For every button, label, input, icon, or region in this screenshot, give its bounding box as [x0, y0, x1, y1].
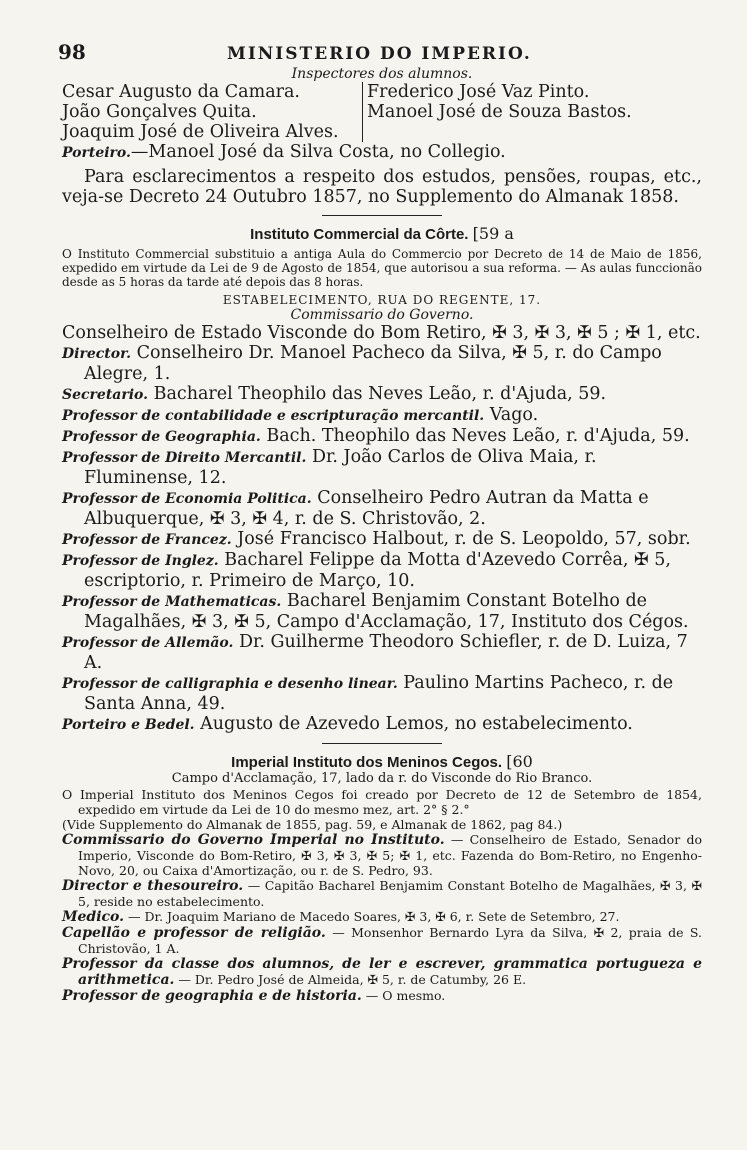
entry-text: Conselheiro Dr. Manoel Pacheco da Silva, ✠ 5, r. do Campo Alegre, 1. [84, 343, 662, 384]
directory-entry [62, 529, 702, 550]
entry-text: — Dr. Joaquim Mariano de Macedo Soares, ✠ 3, ✠ 6, r. Sete de Setembro, 27. [128, 909, 620, 924]
entry-text: — Dr. Pedro José de Almeida, ✠ 5, r. de Catumby, 26 E. [178, 972, 527, 987]
directory-entry [62, 632, 702, 673]
entry-role: Professor da classe dos alumnos, de ler e escrever, grammatica portugueza e arithmetica. [62, 956, 702, 988]
cegos-address: Campo d'Acclamação, 17, lado da r. do Visconde do Rio Branco. [171, 771, 593, 786]
directory-entry [62, 488, 702, 529]
entry-role: Professor de Allemão. [62, 635, 234, 651]
section-ref: [60 [506, 752, 533, 771]
directory-entry [62, 909, 702, 925]
porteiro-label: Porteiro. [62, 145, 131, 161]
entry-text: Bacharel Theophilo das Neves Leão, r. d'Ajuda, 59. [153, 384, 607, 404]
cegos-intro: O Imperial Instituto dos Meninos Cegos foi creado por Decreto de 12 de Setembro de 1854, expedido em virtude da Lei de 10 do mesmo mez, art. 2° § 2.° [62, 787, 702, 817]
entry-role: Professor de Inglez. [62, 553, 219, 569]
entry-role: Professor de Francez. [62, 532, 232, 548]
directory-entry [62, 550, 702, 591]
porteiro-text: —Manoel José da Silva Costa, no Collegio. [130, 142, 506, 162]
section-divider [322, 215, 442, 216]
directory-entry [62, 426, 702, 447]
entry-text: — O mesmo. [365, 988, 446, 1003]
section-title-text: Instituto Commercial da Côrte. [250, 226, 469, 243]
directory-entry [62, 384, 702, 405]
section-ref: [59 a [472, 224, 514, 243]
entry-role: Professor de Mathematicas. [62, 594, 282, 610]
section-title-commercial [62, 224, 702, 243]
inspector-name: Frederico José Vaz Pinto. [367, 82, 590, 102]
commercial-address: ESTABELECIMENTO, RUA DO REGENTE, 17. [222, 293, 542, 307]
entry-role: Professor de Economia Politica. [62, 491, 312, 507]
entry-role: Director e thesoureiro. [62, 878, 244, 894]
entry-role: Medico. [62, 909, 125, 925]
page [58, 40, 702, 1004]
directory-entry [62, 405, 702, 426]
entry-text: Bach. Theophilo das Neves Leão, r. d'Ajuda, 59. [266, 426, 690, 446]
directory-entry [62, 343, 702, 384]
entry-text: José Francisco Halbout, r. de S. Leopoldo, 57, sobr. [237, 529, 691, 549]
cegos-entries [62, 832, 702, 1004]
inspectors-heading: Inspectores dos alumnos. [291, 66, 473, 82]
section-title-text: Imperial Instituto dos Meninos Cegos. [231, 754, 503, 771]
directory-entry [62, 591, 702, 632]
entry-text: Augusto de Azevedo Lemos, no estabelecimento. [200, 714, 633, 734]
entry-role: Professor de calligraphia e desenho linear. [62, 676, 398, 692]
section-title-cegos [62, 752, 702, 771]
section-divider [322, 743, 442, 744]
directory-entry [62, 673, 702, 714]
inspector-name: João Gonçalves Quita. [62, 102, 257, 122]
entry-text: — Capitão Bacharel Benjamim Constant Botelho de Magalhães, ✠ 3, ✠ 5, reside no estabelecimento. [78, 878, 702, 909]
running-title: MINISTERIO DO IMPERIO. [227, 44, 532, 64]
entry-role: Professor de Direito Mercantil. [62, 450, 307, 466]
entry-text: Conselheiro Pedro Autran da Matta e Albuquerque, ✠ 3, ✠ 4, r. de S. Christovão, 2. [84, 488, 649, 529]
entry-role: Professor de geographia e de historia. [62, 988, 362, 1004]
entry-text: Paulino Martins Pacheco, r. de Santa Anna, 49. [84, 673, 674, 714]
commissario-heading: Commissario do Governo. [290, 307, 474, 323]
inspector-name: Joaquim José de Oliveira Alves. [62, 122, 339, 142]
entry-role: Porteiro e Bedel. [62, 717, 195, 733]
inspectors-list [62, 82, 702, 142]
entry-text: Dr. Guilherme Theodoro Schiefler, r. de D. Luiza, 7 A. [84, 632, 688, 673]
entry-role: Director. [62, 346, 132, 362]
entry-role: Commissario do Governo Imperial no Instituto. [62, 832, 445, 848]
entry-role: Professor de Geographia. [62, 429, 261, 445]
entry-text: — Conselheiro de Estado, Senador do Imperio, Visconde do Bom-Retiro, ✠ 3, ✠ 3, ✠ 5; ✠ 1, etc. Fazenda do Bom-Retiro, no Engenho-Novo, 20, ou Caixa d'Amortização, ou r. de S. Pedro, 93. [78, 832, 702, 878]
entry-text: Bacharel Benjamim Constant Botelho de Magalhães, ✠ 3, ✠ 5, Campo d'Acclamação, 17, Instituto dos Cégos. [84, 591, 689, 632]
inspector-name: Cesar Augusto da Camara. [62, 82, 300, 102]
entry-role: Secretario. [62, 387, 149, 403]
entry-text: Dr. João Carlos de Oliva Maia, r. Fluminense, 12. [84, 447, 597, 488]
commercial-intro: O Instituto Commercial substituio a antiga Aula do Commercio por Decreto de 14 de Maio de 1856, expedido em virtude da Lei de 9 de Agosto de 1854, que autorisou a sua reforma. — As aulas funccionão desde as 5 horas da tarde até depois das 8 horas. [62, 247, 702, 289]
entry-text: Vago. [489, 405, 539, 425]
page-number: 98 [58, 40, 86, 64]
directory-entry [62, 447, 702, 488]
directory-entry [62, 832, 702, 878]
directory-entry [62, 323, 702, 343]
inspector-name: Manoel José de Souza Bastos. [367, 102, 632, 122]
cegos-vide: (Vide Supplemento do Almanak de 1855, pag. 59, e Almanak de 1862, pag 84.) [62, 817, 563, 832]
inspectors-note: Para esclarecimentos a respeito dos estudos, pensões, roupas, etc., veja-se Decreto 24 Outubro 1857, no Supplemento do Almanak 1858. [62, 167, 702, 207]
directory-entry [62, 714, 702, 735]
directory-entry [62, 988, 702, 1004]
running-head [58, 40, 702, 66]
entry-role: Capellão e professor de religião. [62, 925, 326, 941]
entry-text: Conselheiro de Estado Visconde do Bom Retiro, ✠ 3, ✠ 3, ✠ 5 ; ✠ 1, etc. [62, 323, 701, 343]
entry-text: Bacharel Felippe da Motta d'Azevedo Corrêa, ✠ 5, escriptorio, r. Primeiro de Março, 10. [84, 550, 671, 591]
directory-entry [62, 956, 702, 988]
commercial-entries [62, 323, 702, 735]
porteiro-line [62, 142, 702, 163]
directory-entry [62, 878, 702, 909]
entry-role: Professor de contabilidade e escripturação mercantil. [62, 408, 485, 424]
entry-text: — Monsenhor Bernardo Lyra da Silva, ✠ 2, praia de S. Christovão, 1 A. [78, 925, 702, 956]
directory-entry [62, 925, 702, 956]
